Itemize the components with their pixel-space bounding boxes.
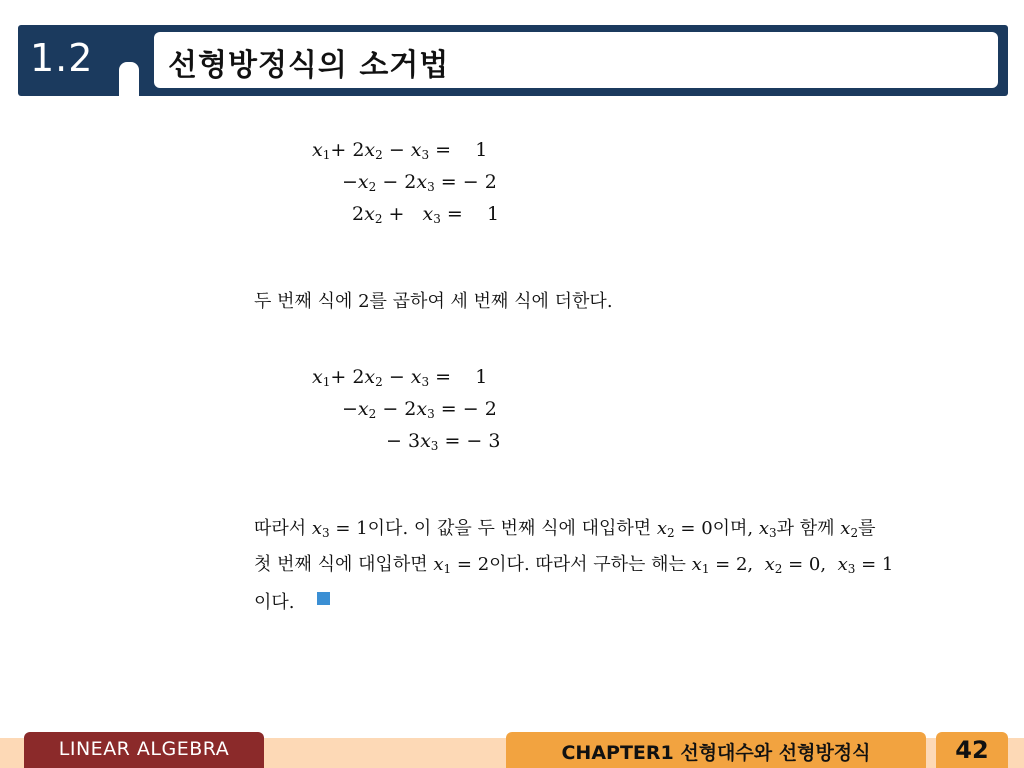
equation-row: $-x_2 - 2x_3$ = − 2: [342, 398, 497, 421]
conclusion-line: 첫 번째 식에 대입하면 $x_1 = 2$이다. 따라서 구하는 해는 $x_1 = 2$, $x_2 = 0$, $x_3 = 1$: [254, 554, 894, 576]
equation-row: $-x_2 - 2x_3$ = − 2: [342, 171, 497, 194]
equation-row: − $3x_3$ = − 3: [386, 430, 501, 453]
equation-row: $2x_2 + x_3$ = 1: [352, 203, 500, 226]
equation-row: $x_1+ 2x_2 - x_3$ = 1: [312, 366, 488, 389]
section-number: 1.2: [30, 36, 94, 80]
page-title: 선형방정식의 소거법: [168, 48, 450, 83]
conclusion-line: 이다.: [254, 592, 295, 613]
page-number: 42: [955, 736, 989, 764]
end-of-proof-icon: [317, 592, 330, 605]
footer-course-label: LINEAR ALGEBRA: [58, 738, 230, 760]
instruction-text: 두 번째 식에 2를 곱하여 세 번째 식에 더한다.: [254, 291, 613, 312]
conclusion-line: 따라서 $x_3 = 1$이다. 이 값을 두 번째 식에 대입하면 $x_2 = 0$이며, $x_3$과 함께 $x_2$를: [254, 518, 876, 540]
equation-row: $x_1+ 2x_2 - x_3$ = 1: [312, 139, 488, 162]
footer-chapter-label: CHAPTER1 선형대수와 선형방정식: [561, 742, 871, 764]
header-tab-notch: [119, 62, 139, 102]
